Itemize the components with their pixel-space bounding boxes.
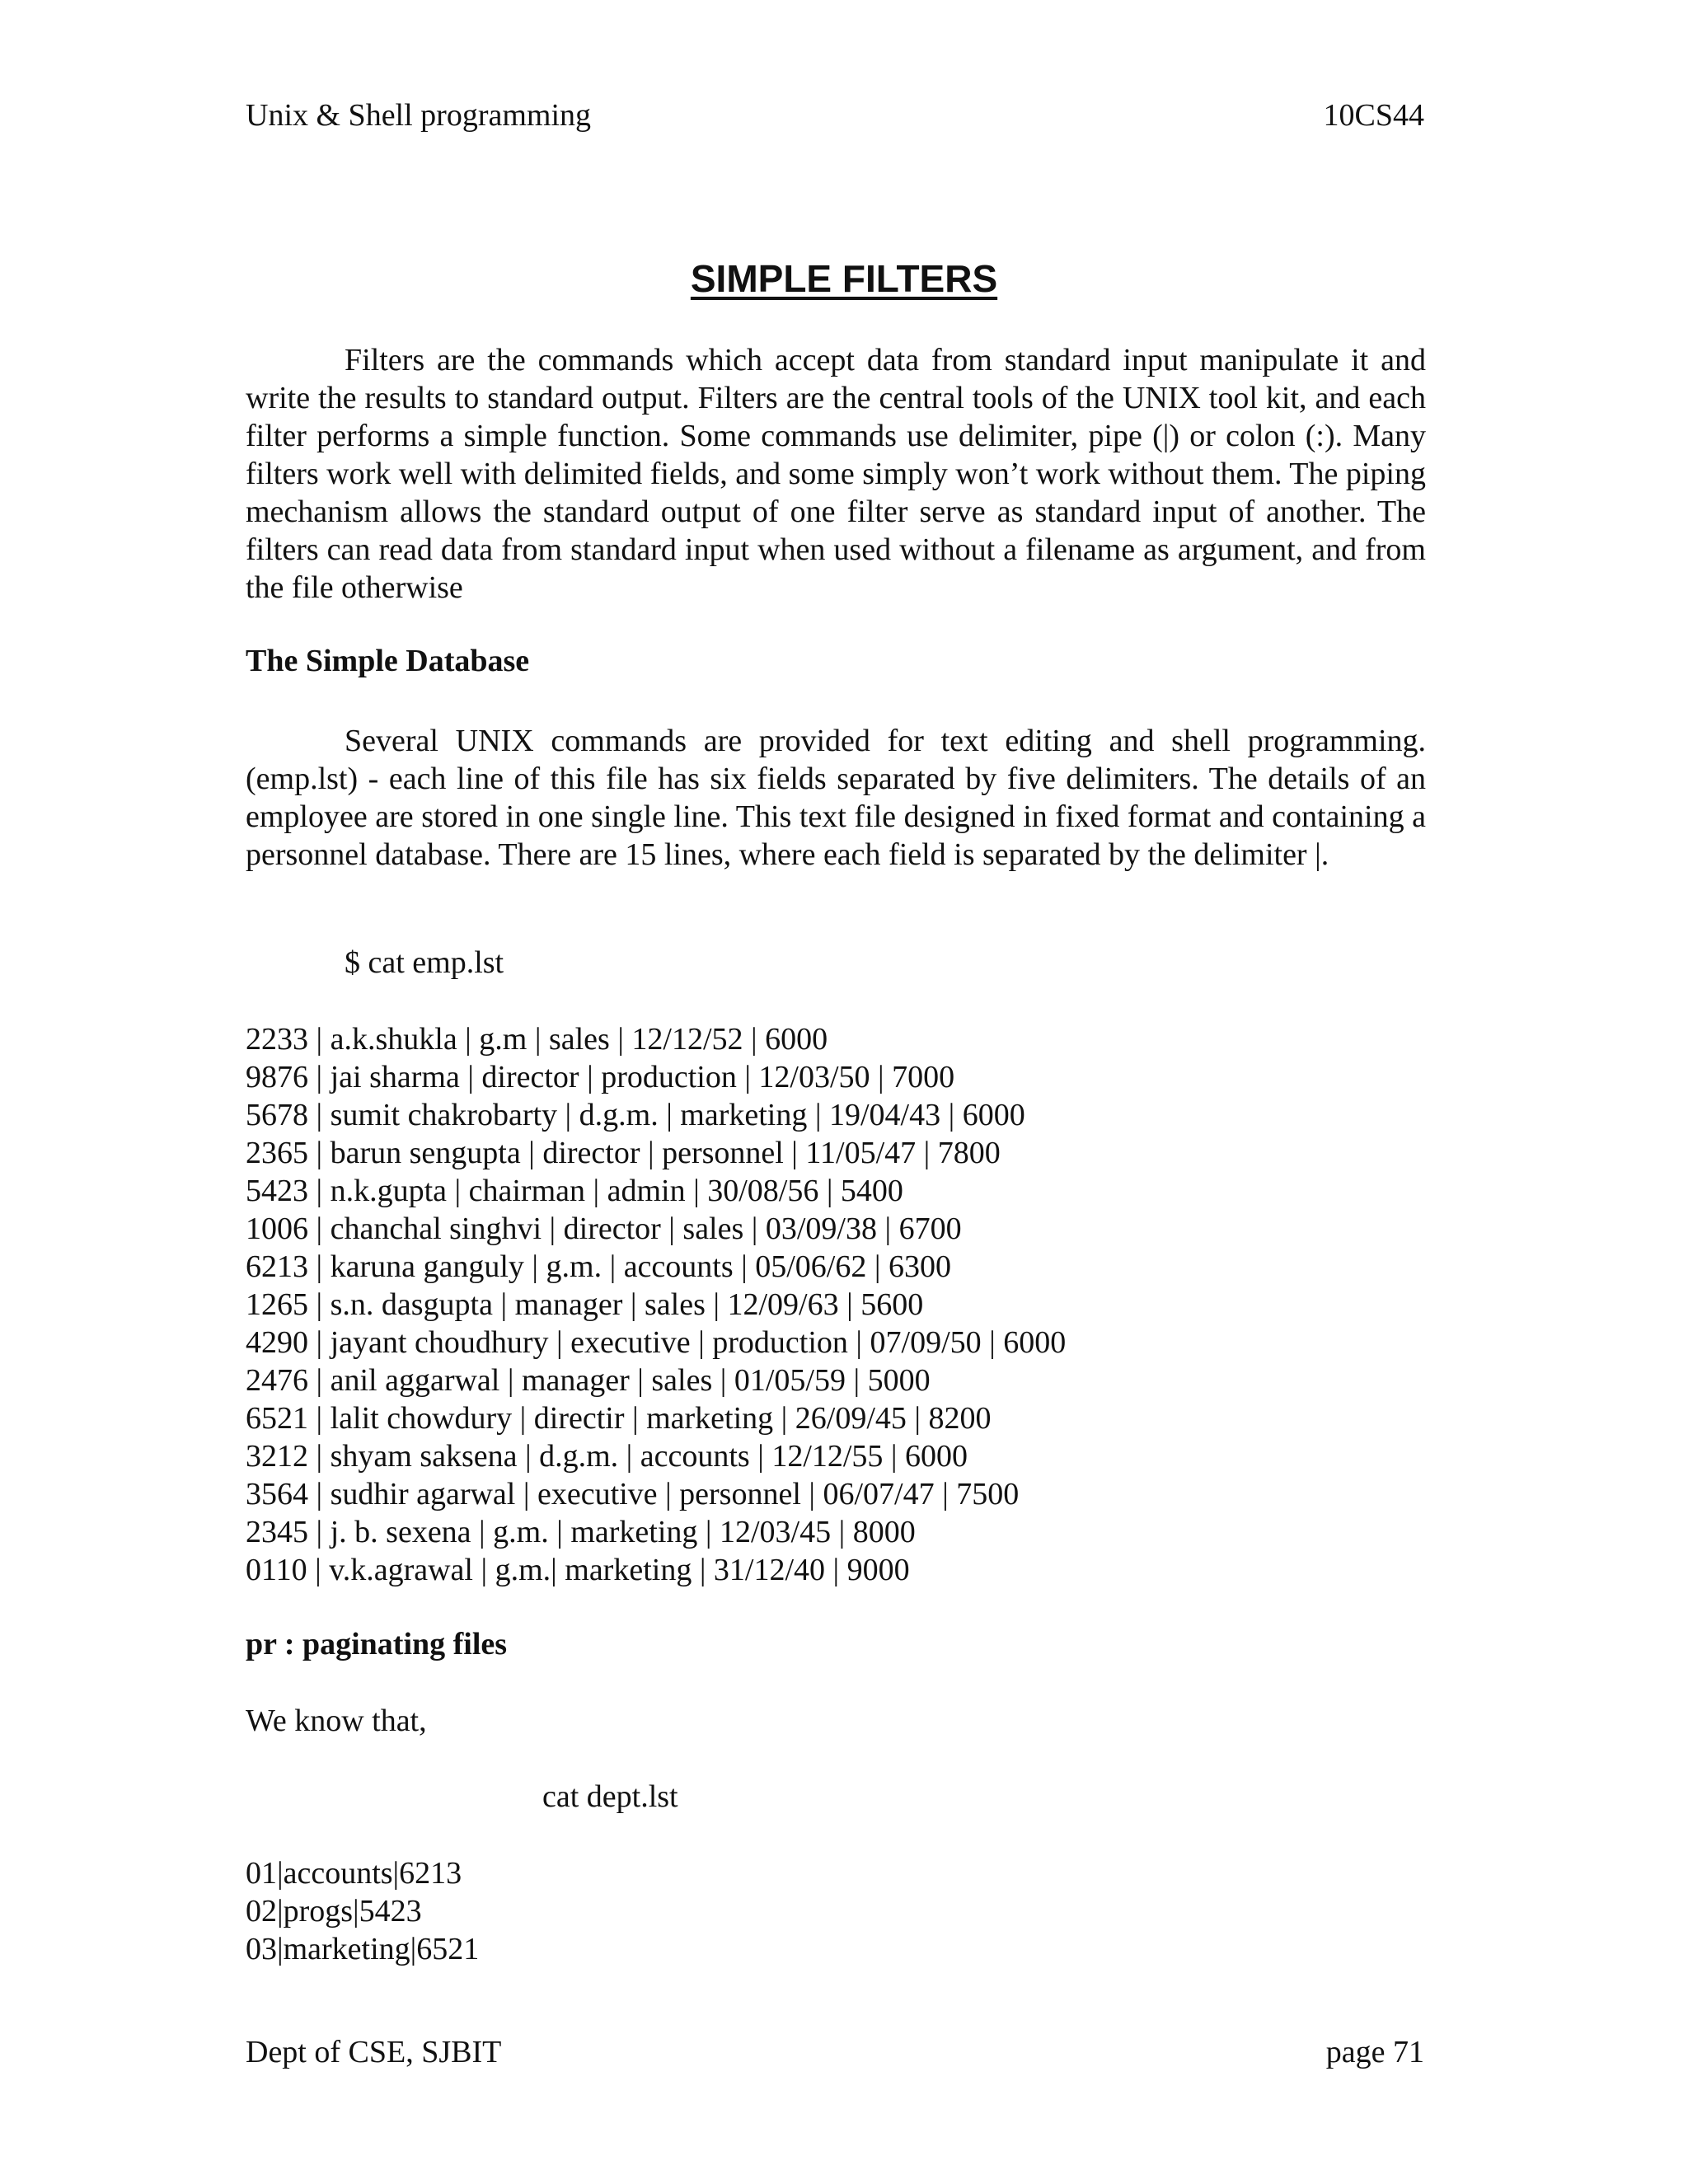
department-record: 01|accounts|6213 [246, 1856, 462, 1891]
section-heading-pr: pr : paginating files [246, 1627, 508, 1661]
employee-record: 6213 | karuna ganguly | g.m. | accounts | 05/06/62 | 6300 [246, 1249, 951, 1284]
employee-record-list [246, 1020, 1066, 1589]
employee-record: 9876 | jai sharma | director | production | 12/03/50 | 7000 [246, 1060, 955, 1094]
intro-paragraph: Filters are the commands which accept data from standard input manipulate it and write the results to standard output. Filters are the central tools of the UNIX tool kit, and each filter performs a simple function. Some commands use delimiter, pipe (|) or colon (:). Many filters work well with delimited fields, and some simply won’t work without them. The piping mechanism allows the standard output of one filter serve as standard input of another. The filters can read data from standard input when used without a filename as argument, and from the file otherwise [246, 343, 1426, 605]
department-record: 02|progs|5423 [246, 1894, 422, 1929]
pr-intro-text: We know that, [246, 1704, 427, 1738]
employee-record: 2476 | anil aggarwal | manager | sales | 01/05/59 | 5000 [246, 1363, 931, 1398]
employee-record: 4290 | jayant choudhury | executive | production | 07/09/50 | 6000 [246, 1325, 1067, 1360]
department-record: 03|marketing|6521 [246, 1932, 480, 1966]
employee-record: 2345 | j. b. sexena | g.m. | marketing | 12/03/45 | 8000 [246, 1515, 916, 1549]
header-course-title: Unix & Shell programming [246, 98, 592, 133]
footer-page-number: page 71 [1325, 2035, 1424, 2069]
department-record-list [246, 1854, 479, 1968]
employee-record: 1006 | chanchal singhvi | director | sales | 03/09/38 | 6700 [246, 1212, 962, 1246]
section-heading-simple-database: The Simple Database [246, 644, 530, 678]
footer-department: Dept of CSE, SJBIT [246, 2035, 502, 2069]
employee-record: 5423 | n.k.gupta | chairman | admin | 30/08/56 | 5400 [246, 1174, 903, 1208]
employee-record: 0110 | v.k.agrawal | g.m.| marketing | 31/12/40 | 9000 [246, 1553, 910, 1587]
command-cat-emp: $ cat emp.lst [345, 945, 504, 980]
employee-record: 3212 | shyam saksena | d.g.m. | accounts | 12/12/55 | 6000 [246, 1439, 968, 1474]
command-cat-dept: cat dept.lst [542, 1779, 678, 1814]
database-paragraph: Several UNIX commands are provided for text editing and shell programming. (emp.lst) - each line of this file has six fields separated by five delimiters. The details of an employee are stored in one single line. This text file designed in fixed format and containing a personnel database. There are 15 lines, where each field is separated by the delimiter |. [246, 724, 1426, 872]
employee-record: 2365 | barun sengupta | director | personnel | 11/05/47 | 7800 [246, 1136, 1001, 1170]
employee-record: 1265 | s.n. dasgupta | manager | sales | 12/09/63 | 5600 [246, 1287, 924, 1322]
employee-record: 6521 | lalit chowdury | directir | marketing | 26/09/45 | 8200 [246, 1401, 992, 1436]
employee-record: 3564 | sudhir agarwal | executive | personnel | 06/07/47 | 7500 [246, 1477, 1020, 1511]
header-course-code: 10CS44 [1323, 98, 1424, 133]
employee-record: 5678 | sumit chakrobarty | d.g.m. | marketing | 19/04/43 | 6000 [246, 1098, 1025, 1132]
employee-record: 2233 | a.k.shukla | g.m | sales | 12/12/52 | 6000 [246, 1022, 828, 1057]
page-title: SIMPLE FILTERS [690, 257, 998, 300]
